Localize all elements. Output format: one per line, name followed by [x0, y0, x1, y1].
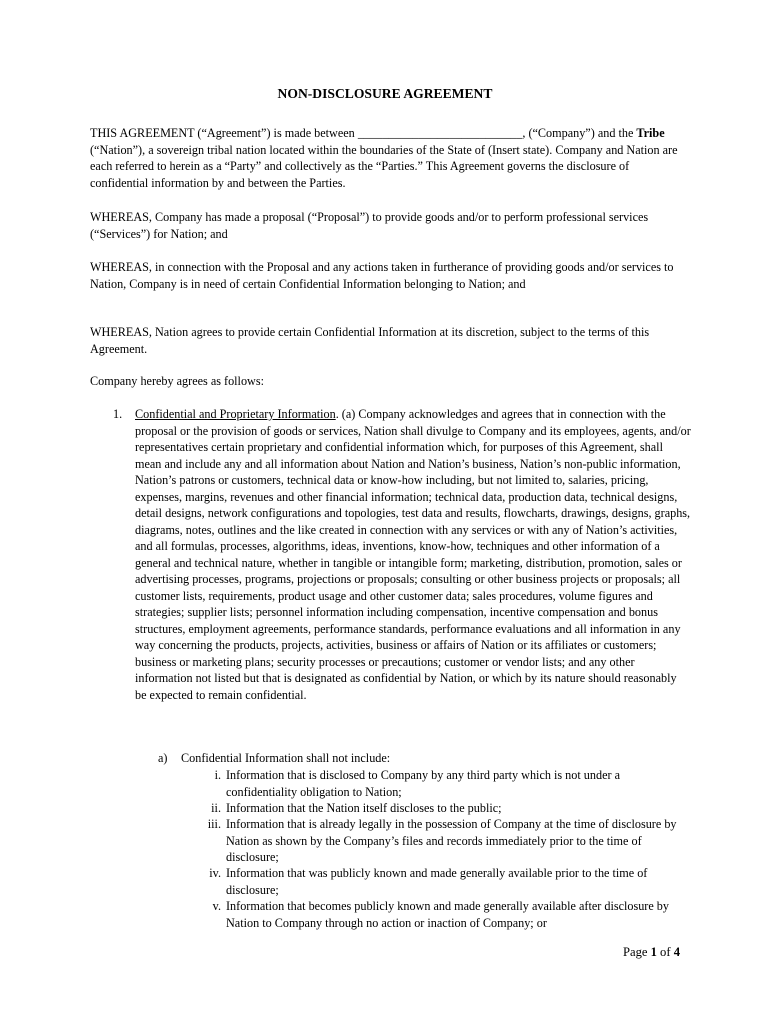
page-footer	[623, 944, 680, 961]
agrees-paragraph: Company hereby agrees as follows:	[90, 374, 264, 388]
page-title: NON-DISCLOSURE AGREEMENT	[277, 86, 493, 101]
item-i-label: i.	[214, 768, 221, 782]
item-ii-label: ii.	[211, 801, 221, 815]
item-iii-label: iii.	[207, 817, 221, 831]
footer-of-word: of	[656, 945, 674, 959]
section-1-heading: Confidential and Proprietary Information	[135, 407, 336, 421]
footer-current-page: 1	[650, 945, 657, 959]
section-1-number: 1.	[113, 407, 123, 421]
item-v-label: v.	[212, 899, 221, 913]
footer-total-pages: 4	[673, 945, 680, 959]
intro-text-end: (“Nation”), a sovereign tribal nation located within the boundaries of the State of (Insert state). Company and Nation are each referred to herein as a “Party” and collectively as the “Parties.” This Agreement governs the disclosure of confidential information by and between the Parties.	[90, 142, 678, 190]
section-1-body: . (a) Company acknowledges and agrees that in connection with the proposal or the provision of goods or services, Nation shall divulge to Company and its employees, agents, and/or representatives certain proprietary and confidential information which, for purposes of this Agreement, shall mean and include any and all information about Nation and Nation’s business, Nation’s non-public information, Nation’s patrons or customers, technical data or know-how including, but not limited to, salaries, pricing, expenses, margins, revenues and other financial information; technical data, production data, technical designs, detail designs, network configurations and topologies, test data and results, flowcharts, drawings, designs, graphs, diagrams, notes, outlines and the like created in connection with any services or with any of Nation’s activities, and all formulas, processes, algorithms, ideas, inventions, know-how, techniques and other information of a general and technical nature, whether in tangible or intangible form; marketing, distribution, promotion, sales or advertising processes, programs, projections or proposals; consulting or other business projects or proposals; all customer lists, requirements, product usage and other customer data; sales procedures, volume figures and strategies; supplier lists; personnel information including compensation, incentive compensation and bonus structures, employment agreements, performance standards, performance evaluations and all information in any way concerning the products, projects, activities, business or affairs of Nation or its affiliates or customers; business or marketing plans; security processes or precautions; customer or vendor lists; and any other information not listed but that is designated as confidential by Nation, or which by its nature should reasonably be expected to remain confidential.	[135, 407, 691, 702]
item-ii-text: Information that the Nation itself discloses to the public;	[226, 801, 502, 815]
item-iv-label: iv.	[209, 866, 221, 880]
intro-tribe-bold: Tribe	[636, 126, 665, 140]
whereas-paragraph-3: WHEREAS, Nation agrees to provide certain Confidential Information at its discretion, subject to the terms of this Agreement.	[90, 325, 650, 356]
item-iii-text: Information that is already legally in the possession of Company at the time of disclosure by Nation as shown by the Company’s files and records immediately prior to the time of disclosure;	[226, 817, 677, 864]
item-iv-text: Information that was publicly known and made generally available prior to the time of disclosure;	[226, 866, 648, 897]
item-v-text: Information that becomes publicly known and made generally available after disclosure by Nation to Company through no action or inaction of Company; or	[226, 899, 669, 930]
sub-a-label: a)	[158, 751, 168, 765]
intro-text-start: THIS AGREEMENT (“Agreement”) is made between ___________________________, (“Company”) and the	[90, 126, 637, 140]
section-1-paragraph	[135, 406, 691, 703]
item-i-text: Information that is disclosed to Company by any third party which is not under a confidentiality obligation to Nation;	[226, 768, 620, 799]
intro-paragraph	[90, 125, 690, 191]
whereas-paragraph-2: WHEREAS, in connection with the Proposal and any actions taken in furtherance of providing goods and/or services to Nation, Company is in need of certain Confidential Information belonging to Nation; and	[90, 260, 674, 291]
footer-page-word: Page	[622, 945, 651, 959]
whereas-paragraph-1: WHEREAS, Company has made a proposal (“Proposal”) to provide goods and/or to perform professional services (“Services”) for Nation; and	[90, 210, 649, 241]
sub-a-text: Confidential Information shall not include:	[181, 751, 391, 765]
